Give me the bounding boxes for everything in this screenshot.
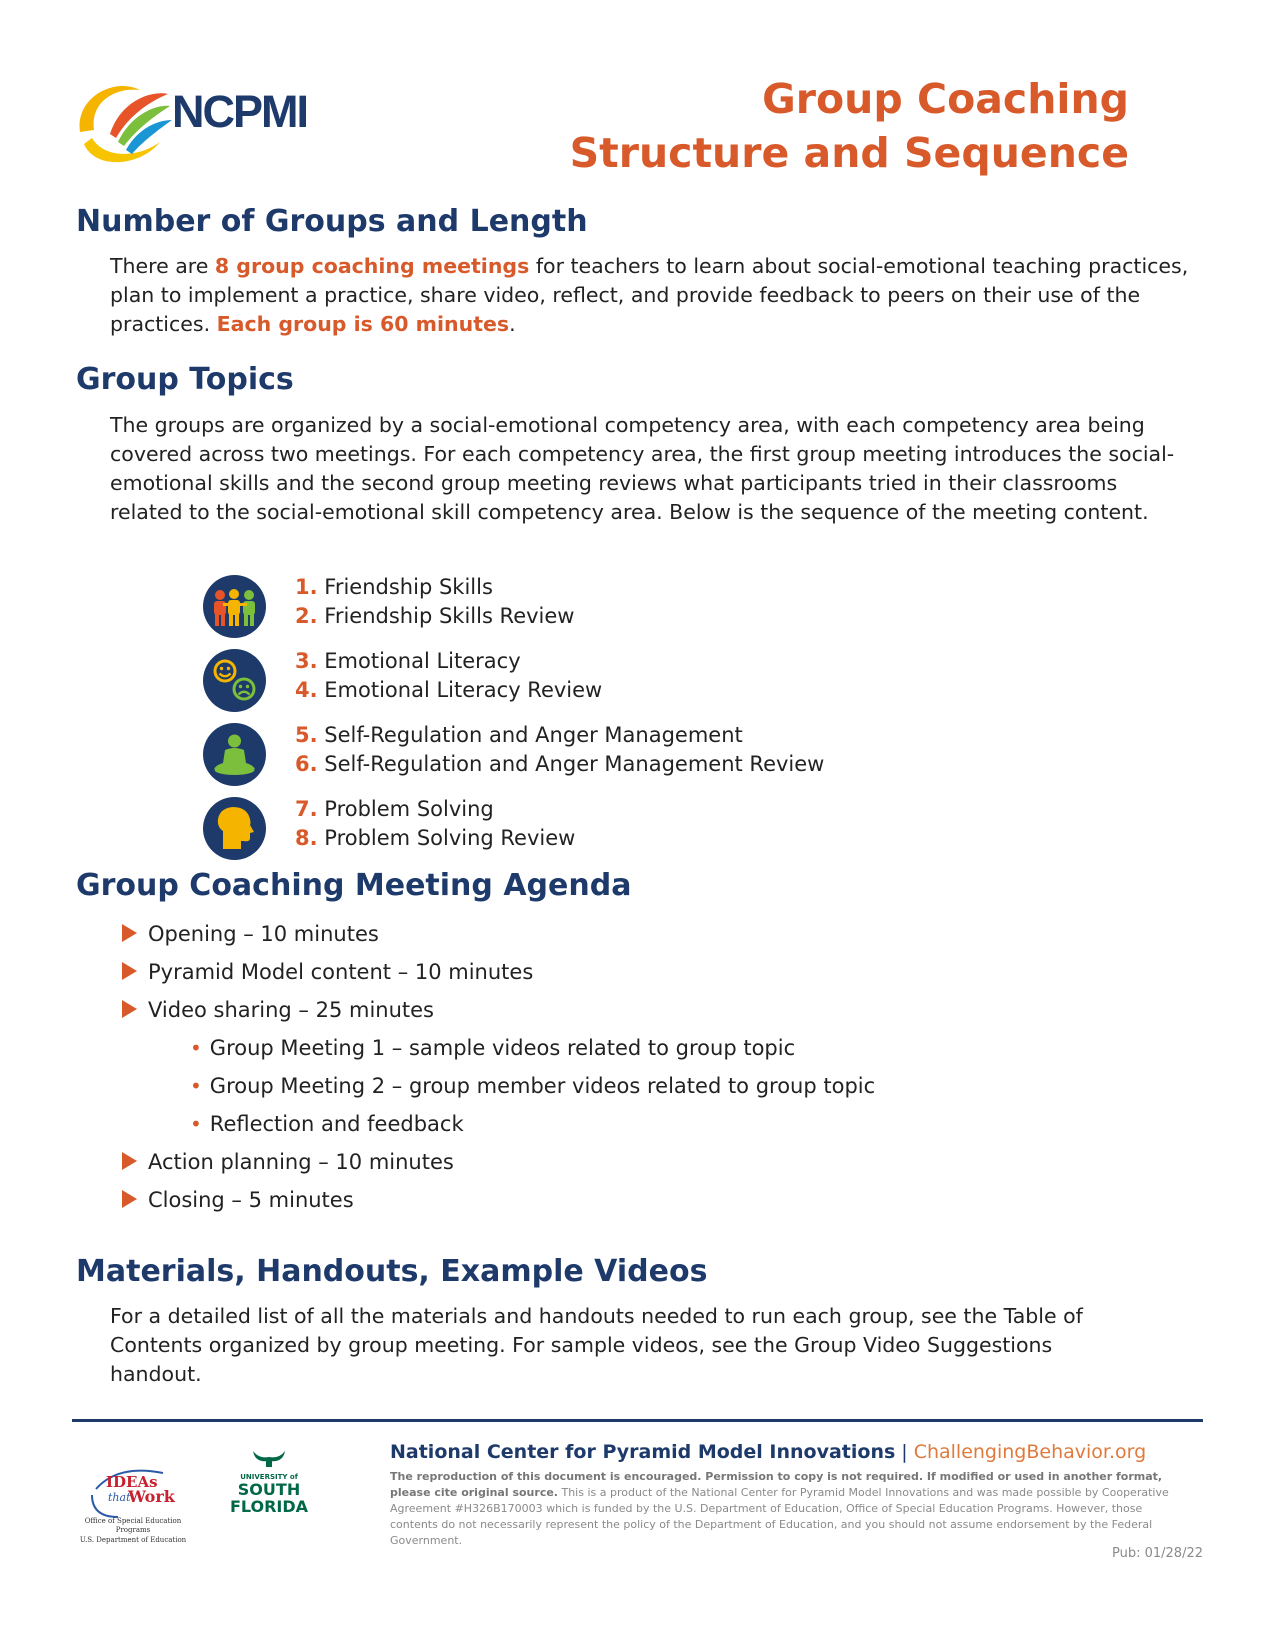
title-line-2: Structure and Sequence <box>569 129 1129 177</box>
groups-text-b: for teachers to learn about social-emotional teaching practices, plan to implement a practice, share video, reflect, and provide feedback to peers on their use of the practices. <box>110 254 1189 336</box>
agenda-item <box>122 922 379 952</box>
logo-text: NCPMI <box>172 86 307 137</box>
footer-website-link[interactable]: ChallengingBehavior.org <box>913 1441 1147 1463</box>
agenda-subitem <box>190 1112 464 1136</box>
topic-lines <box>295 795 575 853</box>
ideas-work: Work <box>128 1487 175 1506</box>
topic-line <box>295 676 602 705</box>
topic-number: 2. <box>295 604 318 628</box>
agenda-item <box>122 960 533 990</box>
topic-line <box>295 750 824 779</box>
ncpmi-swirl-icon <box>70 72 180 172</box>
ideas-dept: U.S. Department of Education <box>79 1536 187 1544</box>
title-line-1: Group Coaching <box>762 75 1129 123</box>
topic-line <box>295 573 575 602</box>
topic-lines <box>295 721 824 779</box>
topic-line <box>295 647 602 676</box>
materials-heading: Materials, Handouts, Example Videos <box>76 1254 708 1289</box>
groups-highlight-length: Each group is 60 minutes <box>216 312 510 336</box>
footer-divider <box>72 1419 1203 1422</box>
ncpmi-logo <box>70 72 310 172</box>
topics-paragraph: The groups are organized by a social-emotional competency area, with each competency area being covered across two meetings. For each competency area, the first group meeting introduces the social-emotional skills and the second group meeting reviews what participants tried in their classrooms related to the social-emotional skill competency area. Below is the sequence of the meeting content. <box>110 413 1175 524</box>
ideas-office: Office of Special Education Programs <box>84 1517 182 1534</box>
topic-number: 7. <box>295 797 318 821</box>
topic-number: 1. <box>295 575 318 599</box>
triangle-bullet-icon <box>122 1190 137 1208</box>
emotions-icon <box>203 649 266 712</box>
topic-label: Emotional Literacy Review <box>324 678 603 702</box>
topic-number: 5. <box>295 723 318 747</box>
topic-lines <box>295 647 602 705</box>
agenda-item-label: Action planning – 10 minutes <box>148 1150 454 1174</box>
agenda-subitem-label: Group Meeting 2 – group member videos related to group topic <box>209 1074 876 1098</box>
usf-south: SOUTH <box>237 1480 301 1499</box>
triangle-bullet-icon <box>122 1152 137 1170</box>
agenda-heading: Group Coaching Meeting Agenda <box>76 868 632 903</box>
agenda-item-label: Pyramid Model content – 10 minutes <box>148 960 534 984</box>
topic-row <box>203 649 1103 715</box>
topic-label: Problem Solving <box>324 797 494 821</box>
groups-paragraph <box>110 252 1190 339</box>
topic-line <box>295 602 575 631</box>
topic-number: 8. <box>295 826 318 850</box>
groups-text-c: . <box>509 312 516 336</box>
dot-bullet-icon: • <box>190 1074 202 1098</box>
topic-label: Friendship Skills <box>324 575 493 599</box>
topic-label: Friendship Skills Review <box>324 604 575 628</box>
topic-label: Self-Regulation and Anger Management Review <box>324 752 825 776</box>
friendship-icon <box>203 575 266 638</box>
topic-line <box>295 824 575 853</box>
triangle-bullet-icon <box>122 1000 137 1018</box>
bull-horns-icon <box>249 1447 289 1469</box>
dot-bullet-icon: • <box>190 1036 202 1060</box>
agenda-subitem <box>190 1074 875 1098</box>
ideas-that: that <box>108 1491 131 1504</box>
usf-florida: FLORIDA <box>229 1497 309 1516</box>
triangle-bullet-icon <box>122 962 137 980</box>
ideas-title: IDEAs <box>106 1473 158 1491</box>
topic-number: 3. <box>295 649 318 673</box>
usf-logo <box>224 1447 314 1547</box>
usf-university: UNIVERSITY of <box>240 1473 298 1481</box>
topic-label: Problem Solving Review <box>324 826 576 850</box>
ideas-that-work-logo <box>78 1459 198 1549</box>
topic-label: Self-Regulation and Anger Management <box>324 723 743 747</box>
topic-number: 4. <box>295 678 318 702</box>
agenda-item <box>122 1188 354 1218</box>
page-title <box>570 72 1129 180</box>
groups-text-a: There are <box>110 254 215 278</box>
agenda-item-label: Video sharing – 25 minutes <box>148 998 434 1022</box>
topic-number: 6. <box>295 752 318 776</box>
head-icon <box>203 797 266 860</box>
footer-notice <box>390 1469 1190 1549</box>
topic-row <box>203 797 1103 863</box>
footer-org: National Center for Pyramid Model Innovations <box>390 1441 896 1463</box>
topic-label: Emotional Literacy <box>324 649 521 673</box>
agenda-subitem-label: Reflection and feedback <box>209 1112 464 1136</box>
topic-line <box>295 721 824 750</box>
agenda-item <box>122 1150 454 1180</box>
agenda-item-label: Opening – 10 minutes <box>148 922 379 946</box>
meditation-icon <box>203 723 266 786</box>
footer-notice-bold: The reproduction of this document is encouraged. Permission to copy is not required. If modified or used in another format, please cite original source. <box>390 1470 1163 1499</box>
agenda-subitem <box>190 1036 795 1060</box>
footer-separator: | <box>901 1441 908 1463</box>
agenda-item <box>122 998 434 1028</box>
topic-row <box>203 723 1103 789</box>
topics-heading: Group Topics <box>76 362 294 397</box>
groups-heading: Number of Groups and Length <box>76 204 588 239</box>
topic-lines <box>295 573 575 631</box>
groups-highlight-meetings: 8 group coaching meetings <box>214 254 530 278</box>
publication-date: Pub: 01/28/22 <box>1112 1546 1203 1561</box>
agenda-item-label: Closing – 5 minutes <box>148 1188 354 1212</box>
footer-notice-text: This is a product of the National Center for Pyramid Model Innovations and was made possible by Cooperative Agreement #H326B170003 which is funded by the U.S. Department of Education, Office of Special Education Programs. However, those contents do not necessarily represent the policy of the Department of Education, and you should not assume endorsement by the Federal Government. <box>390 1486 1169 1547</box>
dot-bullet-icon: • <box>190 1112 202 1136</box>
agenda-subitem-label: Group Meeting 1 – sample videos related to group topic <box>209 1036 796 1060</box>
triangle-bullet-icon <box>122 924 137 942</box>
topic-row <box>203 575 1103 641</box>
materials-paragraph: For a detailed list of all the materials and handouts needed to run each group, see the Table of Contents organized by group meeting. For sample videos, see the Group Video Suggestions handout. <box>110 1304 1083 1386</box>
topic-line <box>295 795 575 824</box>
footer-org-line <box>390 1441 1146 1463</box>
